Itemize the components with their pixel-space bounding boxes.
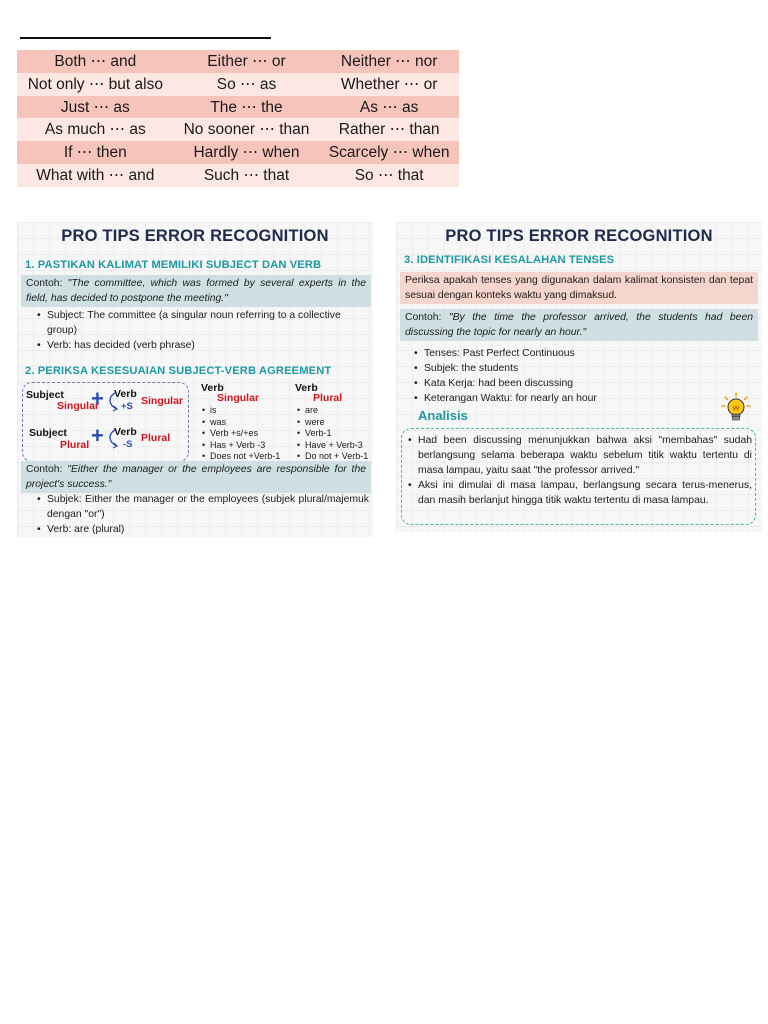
table-cell: So ⋯ as [174, 73, 320, 96]
table-cell: The ⋯ the [174, 96, 320, 119]
example-sentence: "Either the manager or the employees are responsible for the project's success." [26, 464, 366, 490]
list-item: • is [201, 405, 296, 417]
pro-tips-card-left [17, 222, 373, 537]
verb-singular-heading: Verb [201, 382, 224, 394]
list-item: • Verb +s/+es [201, 428, 296, 440]
list-item: • Tenses: Past Perfect Continuous [412, 346, 742, 361]
list-item: • was [201, 417, 296, 429]
table-cell: Just ⋯ as [17, 96, 174, 119]
verb-singular-subheading: Singular [217, 392, 260, 404]
table-row [17, 141, 459, 164]
list-item: • Does not +Verb-1 [201, 451, 296, 463]
section-3-intro-box: Periksa apakah tenses yang digunakan dalam kalimat konsisten dan tepat sesuai dengan konteks waktu yang dimaksud. [400, 272, 758, 304]
example-label: Contoh: [405, 312, 449, 323]
list-item: • Verb-1 [296, 428, 374, 440]
table-cell: Rather ⋯ than [319, 118, 459, 141]
section-3-bullets [412, 346, 742, 406]
section-2-bullets [35, 492, 369, 537]
list-item: • Subject: The committee (a singular noun referring to a collective group) [35, 308, 369, 338]
section-1-example-box [21, 275, 371, 307]
analisis-box [401, 428, 756, 525]
table-cell: So ⋯ that [319, 164, 459, 187]
table-cell: Both ⋯ and [17, 50, 174, 73]
lightbulb-icon [721, 392, 751, 426]
list-item: • Verb: has decided (verb phrase) [35, 338, 369, 353]
list-item: • Do not + Verb-1 [296, 451, 374, 463]
table-cell: If ⋯ then [17, 141, 174, 164]
table-cell: Whether ⋯ or [319, 73, 459, 96]
diagram-minus-s-label: -S [123, 439, 133, 450]
verb-plural-subheading: Plural [313, 392, 343, 404]
example-label: Contoh: [26, 278, 68, 289]
table-row [17, 50, 459, 73]
list-item: • are [296, 405, 374, 417]
table-cell: Neither ⋯ nor [319, 50, 459, 73]
section-1-bullets [35, 308, 369, 353]
table-cell: Scarcely ⋯ when [319, 141, 459, 164]
subject-verb-agreement-diagram [22, 382, 189, 462]
list-item: • Has + Verb -3 [201, 440, 296, 452]
diagram-plural-verb-label: Plural [141, 432, 171, 444]
table-cell: As much ⋯ as [17, 118, 174, 141]
list-item: • Had been discussing menunjukkan bahwa aksi "membahas" sudah berlangsung selama beberapa waktu sebelum titik waktu tertentu di masa lampau, yaitu saat "the professor arrived." [406, 433, 752, 478]
table-row [17, 73, 459, 96]
table-cell: What with ⋯ and [17, 164, 174, 187]
diagram-verb-label: Verb [114, 426, 137, 438]
correlative-conjunction-table [17, 50, 459, 187]
analisis-heading: Analisis [418, 408, 468, 423]
section-3-example-box [400, 309, 758, 341]
diagram-verb-label: Verb [114, 388, 137, 400]
example-sentence: "The committee, which was formed by several experts in the field, has decided to postpone the meeting." [26, 278, 367, 304]
table-row [17, 96, 459, 119]
diagram-subject-label: Subject [29, 427, 67, 439]
table-cell: Not only ⋯ but also [17, 73, 174, 96]
diagram-plural-label: Plural [60, 439, 90, 451]
table-cell: No sooner ⋯ than [174, 118, 320, 141]
pro-tips-card-right [396, 222, 762, 532]
table-row [17, 118, 459, 141]
list-item: • Subjek: Either the manager or the employees (subjek plural/majemuk dengan "or") [35, 492, 369, 522]
list-item: • Have + Verb-3 [296, 440, 374, 452]
card-title: PRO TIPS ERROR RECOGNITION [445, 227, 713, 245]
verb-plural-list [296, 405, 374, 463]
list-item: • Subjek: the students [412, 361, 742, 376]
top-divider-line [20, 37, 271, 39]
list-item: • Verb: are (plural) [35, 522, 369, 537]
card-title: PRO TIPS ERROR RECOGNITION [61, 227, 329, 245]
diagram-singular-verb-label: Singular [141, 395, 184, 407]
verb-singular-list [201, 405, 296, 463]
list-item: • Keterangan Waktu: for nearly an hour [412, 391, 742, 406]
table-cell: Such ⋯ that [174, 164, 320, 187]
example-label: Contoh: [26, 464, 68, 475]
table-cell: As ⋯ as [319, 96, 459, 119]
section-3-heading: 3. IDENTIFIKASI KESALAHAN TENSES [404, 254, 615, 266]
table-cell: Either ⋯ or [174, 50, 320, 73]
section-2-example-box [21, 461, 371, 493]
diagram-singular-label: Singular [57, 400, 100, 412]
plus-icon: + [91, 423, 104, 448]
list-item: • Kata Kerja: had been discussing [412, 376, 742, 391]
section-2-heading: 2. PERIKSA KESESUAIAN SUBJECT-VERB AGREEMENT [25, 365, 332, 377]
diagram-subject-label: Subject [26, 389, 64, 401]
analisis-bullets [406, 433, 752, 508]
table-cell: Hardly ⋯ when [174, 141, 320, 164]
list-item: • Aksi ini dimulai di masa lampau, berlangsung secara terus-menerus, dan masih berlanjut hingga titik waktu tertentu di masa lampau. [406, 478, 752, 508]
example-sentence: "By the time the professor arrived, the students had been discussing the topic for nearly an hour." [405, 312, 753, 338]
table-row [17, 164, 459, 187]
diagram-plus-s-label: +S [121, 401, 133, 412]
section-1-heading: 1. PASTIKAN KALIMAT MEMILIKI SUBJECT DAN VERB [25, 259, 322, 271]
plus-icon: + [91, 386, 104, 411]
list-item: • were [296, 417, 374, 429]
verb-plural-heading: Verb [295, 382, 318, 394]
